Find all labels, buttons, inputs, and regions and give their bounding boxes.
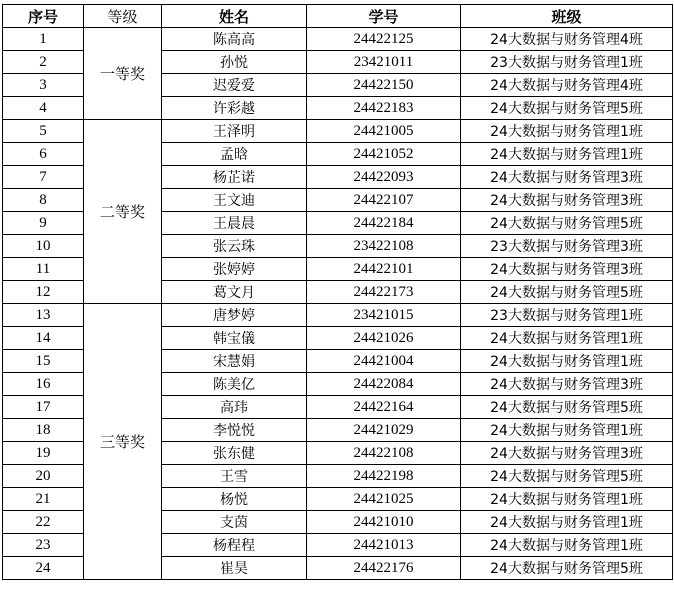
row-name: 王泽明: [162, 120, 307, 143]
row-class: 24大数据与财务管理5班: [461, 97, 673, 120]
row-no: 23: [3, 534, 84, 557]
row-class: 24大数据与财务管理1班: [461, 488, 673, 511]
row-no: 15: [3, 350, 84, 373]
row-student-id: 24421010: [307, 511, 461, 534]
row-no: 13: [3, 304, 84, 327]
award-list-table: [2, 4, 673, 580]
level-second-prize: 二等奖: [84, 120, 162, 304]
row-class: 23大数据与财务管理1班: [461, 51, 673, 74]
row-name: 陈高高: [162, 28, 307, 51]
row-student-id: 24422183: [307, 97, 461, 120]
row-class: 24大数据与财务管理4班: [461, 28, 673, 51]
row-student-id: 24422164: [307, 396, 461, 419]
table-row: [3, 304, 673, 327]
row-name: 王雪: [162, 465, 307, 488]
row-student-id: 24421052: [307, 143, 461, 166]
row-student-id: 24421029: [307, 419, 461, 442]
row-name: 许彩越: [162, 97, 307, 120]
row-name: 李悦悦: [162, 419, 307, 442]
row-name: 韩宝儀: [162, 327, 307, 350]
row-student-id: 24421025: [307, 488, 461, 511]
row-no: 20: [3, 465, 84, 488]
row-class: 24大数据与财务管理1班: [461, 534, 673, 557]
row-no: 14: [3, 327, 84, 350]
row-name: 张云珠: [162, 235, 307, 258]
row-name: 高玮: [162, 396, 307, 419]
row-student-id: 24421004: [307, 350, 461, 373]
row-no: 4: [3, 97, 84, 120]
header-row: [3, 5, 673, 28]
header-class: 班级: [461, 5, 673, 28]
row-student-id: 24422107: [307, 189, 461, 212]
header-no: 序号: [3, 5, 84, 28]
row-no: 1: [3, 28, 84, 51]
table-row: [3, 120, 673, 143]
row-name: 孟晗: [162, 143, 307, 166]
row-class: 23大数据与财务管理1班: [461, 304, 673, 327]
row-name: 唐梦婷: [162, 304, 307, 327]
row-no: 10: [3, 235, 84, 258]
row-no: 18: [3, 419, 84, 442]
row-name: 杨程程: [162, 534, 307, 557]
row-class: 24大数据与财务管理3班: [461, 166, 673, 189]
row-name: 陈美亿: [162, 373, 307, 396]
row-class: 24大数据与财务管理3班: [461, 442, 673, 465]
row-student-id: 24422108: [307, 442, 461, 465]
row-no: 6: [3, 143, 84, 166]
row-student-id: 24422184: [307, 212, 461, 235]
row-name: 杨芷诺: [162, 166, 307, 189]
row-student-id: 24422150: [307, 74, 461, 97]
row-class: 24大数据与财务管理3班: [461, 373, 673, 396]
row-student-id: 24422176: [307, 557, 461, 580]
header-name: 姓名: [162, 5, 307, 28]
row-no: 21: [3, 488, 84, 511]
row-no: 24: [3, 557, 84, 580]
row-no: 3: [3, 74, 84, 97]
row-no: 12: [3, 281, 84, 304]
row-name: 宋慧娟: [162, 350, 307, 373]
row-class: 24大数据与财务管理1班: [461, 350, 673, 373]
row-class: 24大数据与财务管理4班: [461, 74, 673, 97]
row-name: 王文迪: [162, 189, 307, 212]
row-class: 24大数据与财务管理1班: [461, 143, 673, 166]
row-student-id: 24422125: [307, 28, 461, 51]
row-class: 24大数据与财务管理1班: [461, 120, 673, 143]
row-no: 17: [3, 396, 84, 419]
row-class: 24大数据与财务管理5班: [461, 281, 673, 304]
level-third-prize: 三等奖: [84, 304, 162, 580]
row-no: 19: [3, 442, 84, 465]
row-class: 24大数据与财务管理3班: [461, 189, 673, 212]
row-student-id: 24422093: [307, 166, 461, 189]
row-no: 8: [3, 189, 84, 212]
row-name: 支茵: [162, 511, 307, 534]
row-no: 5: [3, 120, 84, 143]
row-class: 24大数据与财务管理3班: [461, 258, 673, 281]
row-class: 24大数据与财务管理5班: [461, 557, 673, 580]
row-student-id: 24421026: [307, 327, 461, 350]
row-name: 孙悦: [162, 51, 307, 74]
row-class: 23大数据与财务管理3班: [461, 235, 673, 258]
row-no: 2: [3, 51, 84, 74]
row-class: 24大数据与财务管理5班: [461, 465, 673, 488]
header-student-id: 学号: [307, 5, 461, 28]
level-first-prize: 一等奖: [84, 28, 162, 120]
row-name: 崔昊: [162, 557, 307, 580]
row-name: 王晨晨: [162, 212, 307, 235]
row-class: 24大数据与财务管理1班: [461, 327, 673, 350]
row-student-id: 23422108: [307, 235, 461, 258]
row-class: 24大数据与财务管理1班: [461, 419, 673, 442]
row-no: 7: [3, 166, 84, 189]
row-student-id: 24421013: [307, 534, 461, 557]
row-class: 24大数据与财务管理5班: [461, 212, 673, 235]
row-student-id: 23421015: [307, 304, 461, 327]
row-student-id: 24422101: [307, 258, 461, 281]
row-name: 迟爱爱: [162, 74, 307, 97]
row-no: 16: [3, 373, 84, 396]
row-student-id: 24422084: [307, 373, 461, 396]
header-level: 等级: [84, 5, 162, 28]
row-name: 张婷婷: [162, 258, 307, 281]
row-name: 张东健: [162, 442, 307, 465]
row-student-id: 23421011: [307, 51, 461, 74]
row-class: 24大数据与财务管理1班: [461, 511, 673, 534]
row-student-id: 24422198: [307, 465, 461, 488]
row-no: 9: [3, 212, 84, 235]
row-student-id: 24422173: [307, 281, 461, 304]
row-student-id: 24421005: [307, 120, 461, 143]
row-name: 杨悦: [162, 488, 307, 511]
row-no: 11: [3, 258, 84, 281]
row-name: 葛文月: [162, 281, 307, 304]
table-row: [3, 28, 673, 51]
row-no: 22: [3, 511, 84, 534]
row-class: 24大数据与财务管理5班: [461, 396, 673, 419]
